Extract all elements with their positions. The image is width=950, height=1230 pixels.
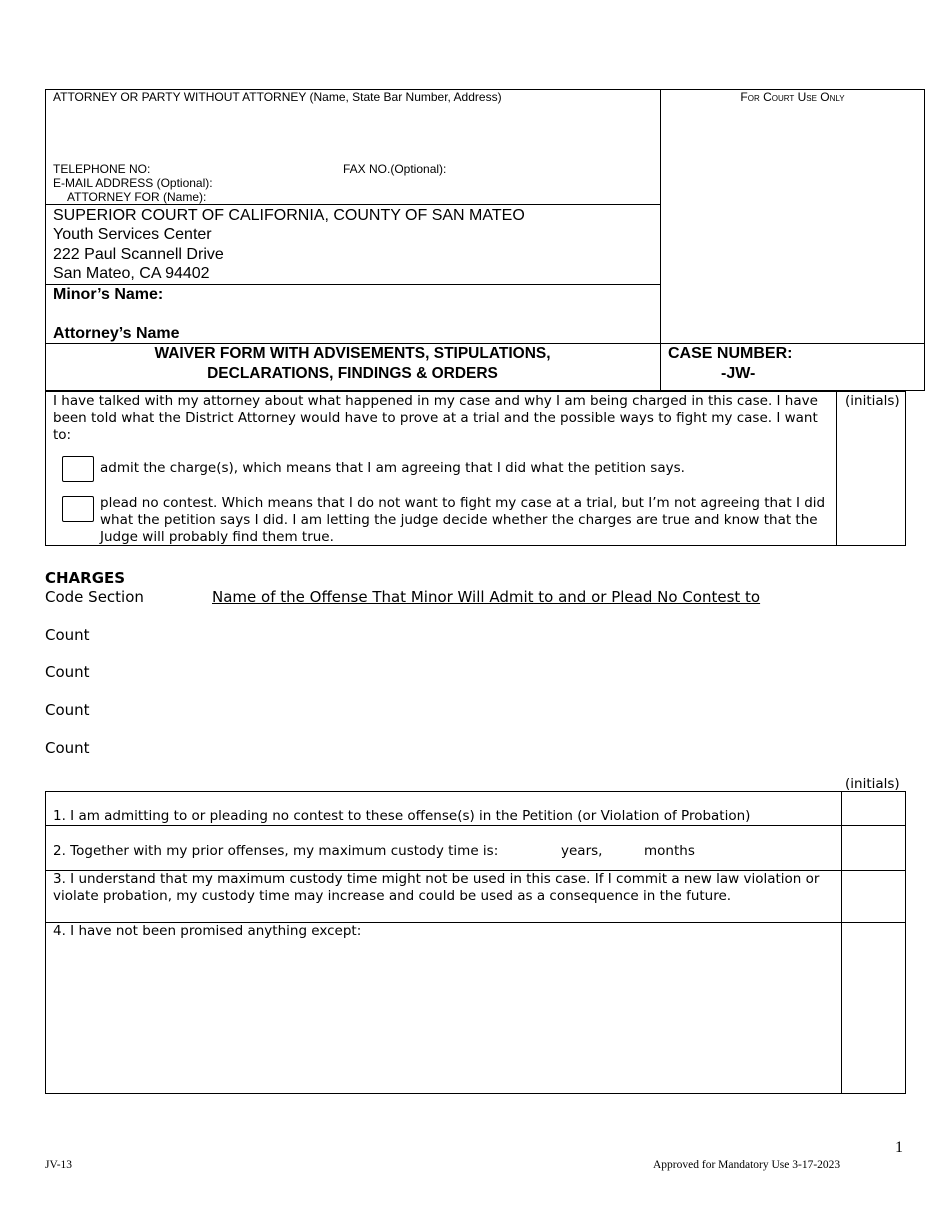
statements-initials-label: (initials) xyxy=(845,776,900,792)
header-divider-vertical xyxy=(660,89,661,391)
no-contest-checkbox[interactable] xyxy=(62,496,94,522)
months-label: months xyxy=(644,843,695,859)
fax-label: FAX NO.(Optional): xyxy=(343,162,447,176)
charges-heading: CHARGES xyxy=(45,569,126,587)
attorney-label: ATTORNEY OR PARTY WITHOUT ATTORNEY (Name, State Bar Number, Address) xyxy=(53,90,502,104)
statements-table xyxy=(45,791,906,1094)
statement-4: 4. I have not been promised anything except: xyxy=(53,923,362,939)
code-section-label: Code Section xyxy=(45,588,144,606)
statement-3: 3. I understand that my maximum custody time might not be used in this case. If I commit a new law violation or violate probation, my custody time may increase and could be used as a consequence in the future. xyxy=(53,871,820,904)
offense-header: Name of the Offense That Minor Will Admit to and or Plead No Contest to xyxy=(212,588,761,606)
statements-initials-divider xyxy=(841,791,842,1094)
case-number-value: -JW- xyxy=(721,365,756,382)
statement-1: 1. I am admitting to or pleading no contest to these offense(s) in the Petition (or Violation of Probation) xyxy=(53,808,751,824)
approval-note: Approved for Mandatory Use 3-17-2023 xyxy=(653,1159,841,1171)
court-address-line3: 222 Paul Scannell Drive xyxy=(53,246,224,263)
form-title-line2: DECLARATIONS, FINDINGS & ORDERS xyxy=(207,365,498,382)
plea-initials-divider xyxy=(836,391,837,546)
page-number: 1 xyxy=(895,1139,903,1156)
telephone-label: TELEPHONE NO: xyxy=(53,162,151,176)
court-address-line4: San Mateo, CA 94402 xyxy=(53,265,210,282)
plea-initials-label: (initials) xyxy=(845,393,900,409)
court-name: SUPERIOR COURT OF CALIFORNIA, COUNTY OF SAN MATEO xyxy=(53,207,525,224)
court-use-label: For Court Use Only xyxy=(740,90,845,104)
form-title-line1: WAIVER FORM WITH ADVISEMENTS, STIPULATIONS, xyxy=(154,345,551,362)
statement-2: 2. Together with my prior offenses, my maximum custody time is: xyxy=(53,843,499,859)
attorney-name-label: Attorney’s Name xyxy=(53,325,180,342)
divider-attorney-court xyxy=(45,204,660,205)
court-address-line2: Youth Services Center xyxy=(53,226,212,243)
count-label: Count xyxy=(45,701,90,719)
intro-text: I have talked with my attorney about what happened in my case and why I am being charged in this case. I have been told what the District Attorney would have to prove at a trial and the possible ways to fight my case. I want to: xyxy=(53,393,818,443)
attorney-for-label: ATTORNEY FOR (Name): xyxy=(67,190,207,204)
admit-checkbox[interactable] xyxy=(62,456,94,482)
admit-option-text: admit the charge(s), which means that I am agreeing that I did what the petition says. xyxy=(100,460,685,476)
no-contest-option-text: plead no contest. Which means that I do not want to fight my case at a trial, but I’m not agreeing that I did what the petition says I did. I am letting the judge decide whether the charges are true and know that the Judge will probably find them true. xyxy=(100,495,826,545)
count-label: Count xyxy=(45,739,90,757)
minor-name-label: Minor’s Name: xyxy=(53,286,164,303)
count-label: Count xyxy=(45,626,90,644)
years-label: years, xyxy=(561,843,603,859)
count-label: Count xyxy=(45,663,90,681)
case-number-label: CASE NUMBER: xyxy=(668,345,793,362)
form-id: JV-13 xyxy=(45,1159,73,1171)
statement-divider xyxy=(45,825,906,826)
email-label: E-MAIL ADDRESS (Optional): xyxy=(53,176,213,190)
